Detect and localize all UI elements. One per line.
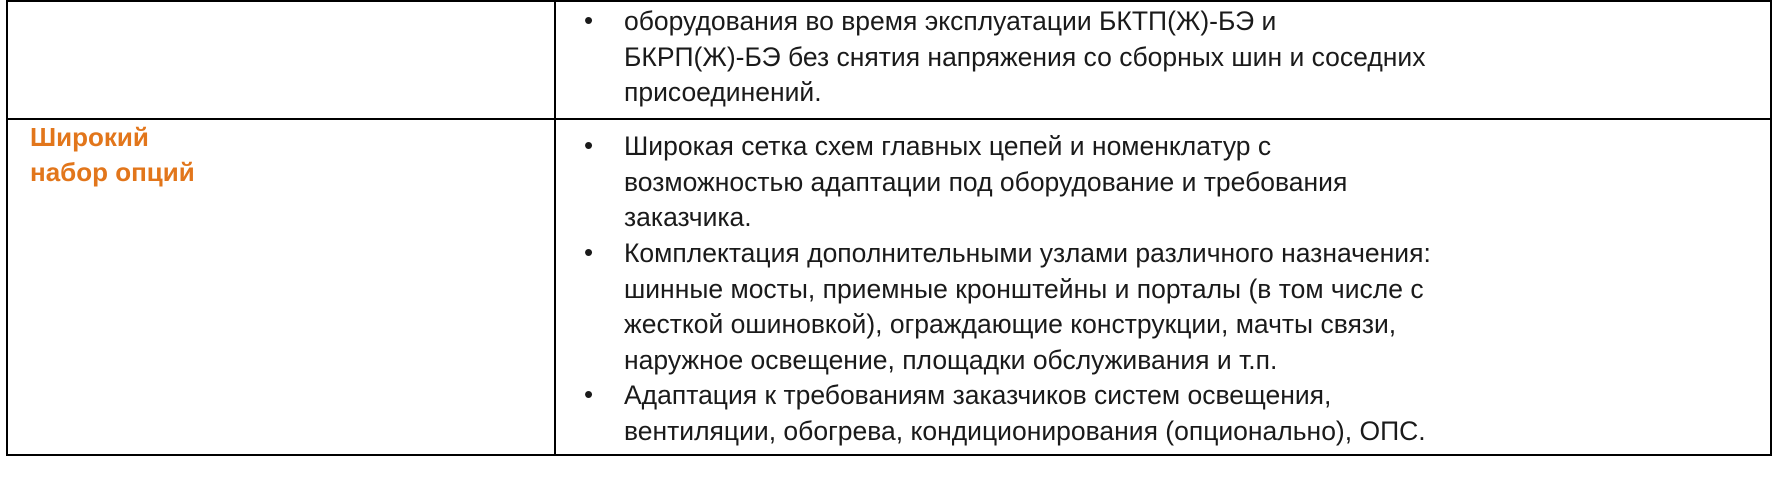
list-item	[556, 378, 1770, 449]
bullet-list	[556, 129, 1770, 450]
bullet-line: заказчика.	[624, 202, 752, 233]
row-content-cell	[555, 1, 1771, 119]
row-label-line: Широкий	[30, 122, 149, 152]
row-label-cell	[7, 119, 555, 455]
row-content-cell	[555, 119, 1771, 455]
row-label	[8, 120, 554, 190]
bullet-line: • Адаптация к требованиям заказчиков систем освещения,	[624, 380, 1332, 411]
list-item	[556, 236, 1770, 379]
bullet-line: наружное освещение, площадки обслуживания и т.п.	[624, 344, 1278, 375]
row-label-cell-empty	[7, 1, 555, 119]
bullet-line: шинные мосты, приемные кронштейны и порталы (в том числе с	[624, 273, 1424, 304]
bullet-line: • Широкая сетка схем главных цепей и номенклатур с	[624, 131, 1272, 161]
bullet-line: БКРП(Ж)-БЭ без снятия напряжения со сборных шин и соседних	[624, 41, 1426, 72]
bullet-line: присоединений.	[624, 77, 822, 108]
bullet-line: возможностью адаптации под оборудование и требования	[624, 166, 1348, 197]
bullet-line: вентиляции, обогрева, кондиционирования (опционально), ОПС.	[624, 416, 1426, 447]
bullet-line: жесткой ошиновкой), ограждающие конструкции, мачты связи,	[624, 309, 1397, 340]
table-row	[7, 1, 1771, 119]
bullet-line: • Комплектация дополнительными узлами различного назначения:	[624, 237, 1431, 268]
list-item	[556, 129, 1770, 236]
table-row	[7, 119, 1771, 455]
list-item	[556, 4, 1770, 111]
bullet-list	[556, 4, 1770, 111]
features-table	[6, 0, 1772, 456]
bullet-line: • оборудования во время эксплуатации БКТП(Ж)-БЭ и	[624, 6, 1277, 36]
row-label-line: набор опций	[30, 156, 195, 187]
